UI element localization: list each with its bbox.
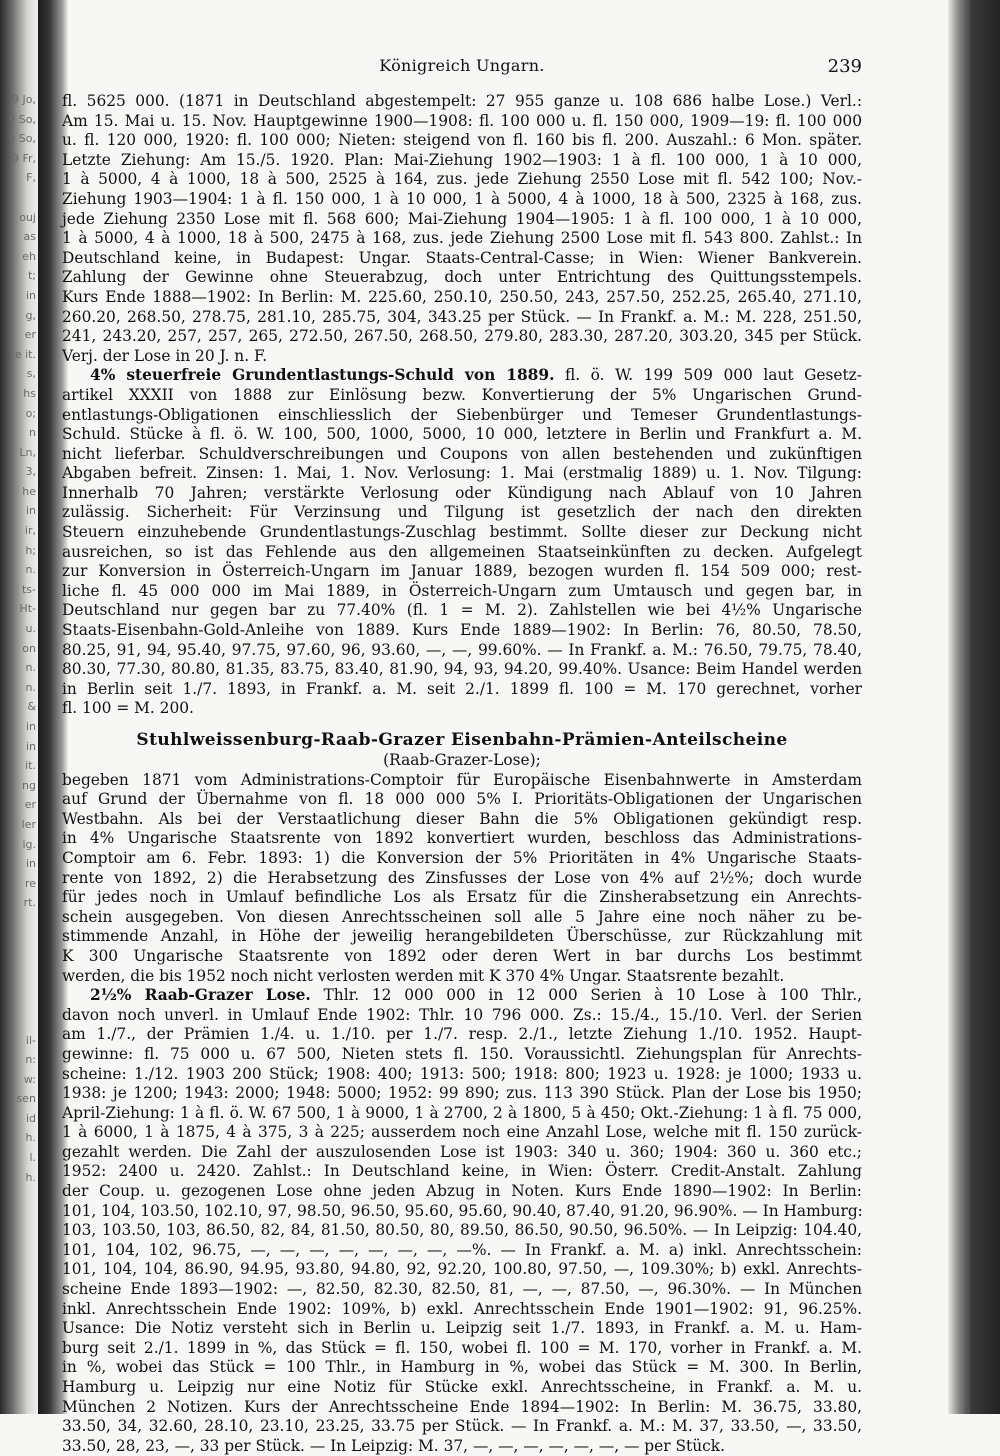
margin-fragment: in bbox=[25, 857, 36, 871]
text-line: April-Ziehung: 1 à fl. ö. W. 67 500, 1 à 9000, 1 à 2700, 2 à 1800, 5 à 450; Okt.-Ziehung: 1 à fl. 75 000, bbox=[62, 1103, 862, 1122]
margin-fragment: in bbox=[25, 288, 36, 302]
text-line: begeben 1871 vom Administrations-Comptoir für Europäische Eisenbahnwerte in Amsterdam bbox=[62, 770, 862, 789]
margin-fragment: n bbox=[29, 426, 36, 440]
margin-fragment: ts- bbox=[21, 582, 36, 596]
bond-title: 4% steuerfreie Grundentlastungs-Schuld von 1889. bbox=[90, 366, 555, 385]
margin-fragment: sen bbox=[16, 1092, 36, 1106]
margin-fragment: id bbox=[25, 1111, 36, 1125]
text-line: 1938: je 1200; 1943: 2000; 1948: 5000; 1952: 99 890; zus. 113 390 Stück. Plan der Lose bis 1950; bbox=[62, 1084, 862, 1103]
margin-fragment: ouj bbox=[19, 210, 36, 224]
text-line: Ziehung 1903—1904: 1 à fl. 150 000, 1 à 10 000, 1 à 5000, 4 à 1000, 18 à 500, 2325 à 168, zus. bbox=[62, 189, 862, 208]
margin-fragment bbox=[0, 1226, 38, 1246]
text-line: gezahlt werden. Die Zahl der auszulosenden Lose ist 1903: 340 u. 360; 1904: 360 u. 360 etc.; bbox=[62, 1142, 862, 1161]
margin-fragment: ig. bbox=[22, 837, 36, 851]
text-line: Westbahn. Als bei der Verstaatlichung dieser Bahn die 5% Obligationen gekündigt resp. bbox=[62, 809, 862, 828]
margin-fragment: ir, bbox=[24, 524, 36, 538]
text-line: Steuern einzuhebende Grundentlastungs-Zuschlag bestimmt. Sollte dieser zur Deckung nicht bbox=[62, 523, 862, 542]
margin-fragment bbox=[0, 1207, 38, 1227]
margin-fragment: il- bbox=[25, 1033, 36, 1047]
margin-fragment: ler bbox=[21, 817, 36, 831]
text-line: fl. 5625 000. (1871 in Deutschland abgestempelt: 27 955 ganze u. 108 686 halbe Lose.) Verl.: bbox=[62, 92, 862, 110]
text-line: in Berlin seit 1./7. 1893, in Frankf. a. M. seit 2./1. 1899 fl. 100 = M. 170 gerechnet, vorher bbox=[62, 679, 862, 698]
text-line: in %, wobei das Stück = 100 Thlr., in Hamburg in %, wobei das Stück = M. 300. In Berlin, bbox=[62, 1358, 862, 1377]
text-line: 1952: 2400 u. 2420. Zahlst.: In Deutschland keine, in Wien: Österr. Credit-Anstalt. Zahlung bbox=[62, 1162, 862, 1181]
margin-fragment bbox=[0, 1246, 38, 1266]
margin-fragment: g, bbox=[25, 308, 36, 322]
page-header bbox=[62, 56, 862, 82]
margin-fragment: as bbox=[23, 230, 36, 244]
text-line: Kurs Ende 1888—1902: In Berlin: M. 225.60, 250.10, 250.50, 243, 257.50, 252.25, 265.40, 271.10, bbox=[62, 287, 862, 306]
margin-fragment bbox=[0, 188, 38, 208]
text-line: Deutschland nur gegen bar zu 77.40% (fl. 1 = M. 2). Zahlstellen wie bei 4½% Ungarische bbox=[62, 601, 862, 620]
text-line: ausreichen, so ist das Fehlende aus den allgemeinen Staatseinkünften zu decken. Aufgelegt bbox=[62, 542, 862, 561]
text-line: 33.50, 28, 23, —, 33 per Stück. — In Leipzig: M. 37, —, —, —, —, —, —, — per Stück. bbox=[62, 1436, 725, 1455]
text-line: 80.30, 77.30, 80.80, 81.35, 83.75, 83.40, 81.90, 94, 93, 94.20, 99.40%. Usance: Beim Handel werden bbox=[62, 660, 862, 679]
left-margin-bleed-fragments bbox=[0, 90, 38, 1290]
text-line: am 1./7., der Prämien 1./4. u. 1./10. per 1./7. resp. 2./1., letzte Ziehung 1./10. 1952. Haupt- bbox=[62, 1025, 862, 1044]
margin-fragment: 9 Jo, bbox=[12, 93, 36, 106]
margin-fragment: er bbox=[24, 798, 36, 812]
text-line: 260.20, 268.50, 278.75, 281.10, 285.75, 304, 343.25 per Stück. — In Frankf. a. M.: M. 228, 251.50, bbox=[62, 307, 862, 326]
text-line: 103, 103.50, 103, 86.50, 82, 84, 81.50, 80.50, 80, 89.50, 86.50, 90.50, 96.50%. — In Leipzig: 104.40, bbox=[62, 1221, 862, 1240]
margin-fragment: n. bbox=[25, 563, 36, 577]
text-line: 80.25, 91, 94, 95.40, 97.75, 97.60, 96, 93.60, —, —, 99.60%. — In Frankf. a. M.: 76.50, 79.75, 78.40, bbox=[62, 640, 862, 659]
paragraph-raab-grazer-lose bbox=[62, 986, 862, 1456]
text-line: artikel XXXII von 1888 zur Einlösung bezw. Konvertierung der 5% Ungarischen Grund- bbox=[62, 385, 862, 404]
text-line: gewinne: fl. 75 000 u. 67 500, Nieten stets fl. 150. Voraussichtl. Ziehungsplan für Anrechts- bbox=[62, 1044, 862, 1063]
margin-fragment: 9 So, bbox=[8, 112, 36, 126]
text-line: Deutschland keine, in Budapest: Ungar. Staats-Central-Casse; in Wien: Wiener Bankverein. bbox=[62, 248, 862, 267]
text-line: zulässig. Sicherheit: Für Verzinsung und Tilgung ist gesetzlich der nach den direkten bbox=[62, 503, 862, 522]
text-line: zur Konversion in Österreich-Ungarn im Januar 1889, bezogen wurden fl. 154 509 000; rest- bbox=[62, 562, 862, 581]
text-line: Comptoir am 6. Febr. 1893: 1) die Konversion der 5% Prioritäten in 4% Ungarische Staats- bbox=[62, 848, 862, 867]
margin-fragment bbox=[0, 933, 38, 953]
text-line: Hamburg u. Leipzig nur eine Notiz für Stücke exkl. Anrechtsscheine, in Frankf. a. M. u. bbox=[62, 1378, 862, 1396]
text-run: fl. ö. W. 199 509 000 laut Gesetz- bbox=[565, 366, 862, 385]
text-line: rente von 1892, 2) die Herabsetzung des Zinsfusses der Lose von 4% auf 2½%; doch wurde bbox=[62, 868, 862, 887]
text-line: fl. 100 = M. 200. bbox=[62, 699, 194, 718]
book-page bbox=[62, 52, 863, 1455]
bond-title: 2½% Raab-Grazer Lose. bbox=[90, 986, 311, 1005]
text-line: 1 à 6000, 1 à 1875, 4 à 375, 3 à 225; ausserdem noch eine Anzahl Lose, welche mit fl. 150 zurück- bbox=[62, 1123, 862, 1142]
text-run: Thlr. 12 000 000 in 12 000 Serien à 10 Lose à 100 Thlr., bbox=[323, 986, 862, 1005]
page-body bbox=[62, 92, 862, 1456]
margin-fragment bbox=[0, 1285, 38, 1290]
margin-fragment: 3, bbox=[25, 465, 36, 479]
margin-fragment: e it. bbox=[14, 347, 36, 361]
margin-fragment: he bbox=[22, 484, 36, 498]
text-line: Am 15. Mai u. 15. Nov. Hauptgewinne 1900—1908: fl. 100 000 u. fl. 150 000, 1909—19: fl. 100 000 bbox=[62, 111, 862, 130]
text-line: Innerhalb 70 Jahren; verstärkte Verlosung oder Kündigung nach Ablauf von 10 Jahren bbox=[62, 483, 862, 502]
margin-fragment: rt. bbox=[23, 896, 36, 910]
text-line: liche fl. 45 000 000 im Mai 1889, in Österreich-Ungarn zum Umtausch und gegen bar, in bbox=[62, 581, 862, 600]
margin-fragment: o; bbox=[25, 406, 36, 420]
margin-fragment: 9 So, bbox=[8, 132, 36, 146]
margin-fragment: Ln, bbox=[19, 445, 36, 459]
text-line: davon noch unverl. in Umlauf Ende 1902: Thlr. 10 796 000. Zs.: 15./4., 15./10. Verl. der Serien bbox=[62, 1005, 862, 1024]
section-subtitle: (Raab-Grazer-Lose); bbox=[383, 751, 541, 769]
text-line: Abgaben befreit. Zinsen: 1. Mai, 1. Nov. Verlosung: 1. Mai (erstmalig 1889) u. 1. Nov. Tilgung: bbox=[62, 464, 862, 483]
margin-fragment: n: bbox=[25, 1053, 36, 1067]
text-line: jede Ziehung 2350 Lose mit fl. 568 600; Mai-Ziehung 1904—1905: 1 à fl. 100 000, 1 à 10 000, bbox=[62, 209, 862, 228]
margin-fragment bbox=[0, 972, 38, 992]
text-line: 101, 104, 102, 96.75, —, —, —, —, —, —, —, —%. — In Frankf. a. M. a) inkl. Anrechtsschein: bbox=[62, 1240, 862, 1259]
text-line: Usance: Die Notiz versteht sich in Berlin u. Leipzig seit 1./7. 1893, in Frankf. a. M. u. Ham- bbox=[62, 1319, 862, 1338]
text-line: 1 à 5000, 4 à 1000, 18 à 500, 2525 à 164, zus. jede Ziehung 2550 Lose mit fl. 542 100; Nov.- bbox=[62, 170, 862, 189]
text-line: stimmende Anzahl, in Höhe der jeweilig herangebildeten Überschüsse, zur Rückzahlung mit bbox=[62, 927, 862, 946]
margin-fragment: l. bbox=[29, 1151, 36, 1165]
text-line: 241, 243.20, 257, 257, 265, 272.50, 267.50, 268.50, 279.80, 283.30, 287.20, 303.20, 345 per Stück. bbox=[62, 327, 862, 346]
margin-fragment: h. bbox=[25, 1170, 36, 1184]
text-line: Schuld. Stücke à fl. ö. W. 100, 500, 1000, 5000, 10 000, letztere in Berlin und Frankfurt a. M. bbox=[62, 425, 862, 444]
margin-fragment bbox=[0, 1187, 38, 1207]
margin-fragment: F, bbox=[26, 171, 36, 185]
margin-fragment: w: bbox=[23, 1072, 36, 1086]
margin-fragment bbox=[0, 952, 38, 972]
paragraph-grundentlastungs-schuld-1889 bbox=[62, 366, 862, 719]
text-line: K 300 Ungarische Staatsrente von 1892 oder deren Wert in bar durchs Los bestimmt bbox=[62, 946, 862, 965]
text-line: 1 à 5000, 4 à 1000, 18 à 500, 2475 à 168, zus. jede Ziehung 2500 Lose mit fl. 543 800. Zahlst.: In bbox=[62, 229, 862, 248]
margin-fragment: n. bbox=[25, 680, 36, 694]
text-line: in 4% Ungarische Staatsrente von 1892 konvertiert wurden, beschloss das Administrations- bbox=[62, 829, 862, 848]
margin-fragment: u. bbox=[25, 622, 36, 636]
text-line: 101, 104, 104, 86.90, 94.95, 93.80, 94.80, 92, 92.20, 100.80, 97.50, —, 109.30%; b) exkl. Anrechts- bbox=[62, 1260, 862, 1279]
text-line: u. fl. 120 000, 1920: fl. 100 000; Nieten: steigend von fl. 160 bis fl. 200. Auszahl.: 6 Mon. später. bbox=[62, 131, 862, 150]
text-line: München 2 Notizen. Kurs der Anrechtsscheine Ende 1894—1902: In Berlin: M. 36.75, 33.80, bbox=[62, 1397, 862, 1416]
text-line: burg seit 2./1. 1899 in %, das Stück = fl. 150, wobei fl. 100 = M. 170, vorher in Frankf. a. M. bbox=[62, 1338, 862, 1357]
text-line bbox=[62, 366, 862, 386]
text-line: schein ausgegeben. Von diesen Anrechtsscheinen soll alle 5 Jahre eine noch näher zu be- bbox=[62, 907, 862, 926]
text-line: entlastungs-Obligationen einschliesslich der Siebenbürger und Temeser Grundentlastungs- bbox=[62, 405, 862, 424]
margin-fragment: er bbox=[24, 328, 36, 342]
running-head: Königreich Ungarn. bbox=[379, 56, 545, 75]
text-line: nicht lieferbar. Schuldverschreibungen und Coupons von allen bestehenden und zukünftigen bbox=[62, 444, 862, 463]
text-line: 33.50, 34, 32.60, 28.10, 23.10, 23.25, 33.75 per Stück. — In Frankf. a. M.: M. 37, 33.50, —, 33.50, bbox=[62, 1417, 862, 1436]
margin-fragment bbox=[0, 991, 38, 1011]
right-page-edge bbox=[948, 0, 1000, 1414]
text-line: scheine: 1./12. 1903 200 Stück; 1908: 400; 1913: 500; 1918: 800; 1923 u. 1928: je 1000; 1933 u. bbox=[62, 1064, 862, 1083]
paragraph-raab-grazer-history bbox=[62, 771, 862, 987]
margin-fragment: n. bbox=[25, 661, 36, 675]
paragraph-lottery-bonds-1871 bbox=[62, 92, 862, 366]
margin-fragment bbox=[0, 1266, 38, 1286]
text-line: Zahlung der Gewinne ohne Steuerabzug, doch unter Entrichtung des Quittungsstempels. bbox=[62, 268, 862, 287]
margin-fragment: in bbox=[25, 739, 36, 753]
margin-fragment: it. bbox=[25, 759, 36, 773]
margin-fragment: h; bbox=[25, 543, 36, 557]
page-number: 239 bbox=[827, 56, 862, 77]
text-line: Staats-Eisenbahn-Gold-Anleihe von 1889. Kurs Ende 1889—1902: In Berlin: 76, 80.50, 78.50, bbox=[62, 621, 862, 640]
text-line: für jedes noch in Umlauf befindliche Los als Ersatz für die Zinsherabsetzung ein Anrechts- bbox=[62, 888, 862, 907]
text-line: Verj. der Lose in 20 J. n. F. bbox=[62, 346, 268, 365]
margin-fragment bbox=[0, 913, 38, 933]
text-line: inkl. Anrechtsschein Ende 1902: 109%, b) exkl. Anrechtsschein Ende 1901—1902: 91, 96.25%. bbox=[62, 1299, 862, 1318]
margin-fragment: in bbox=[25, 504, 36, 518]
margin-fragment: & bbox=[27, 700, 36, 714]
text-line: auf Grund der Übernahme von fl. 18 000 000 5% I. Prioritäts-Obligationen der Ungarischen bbox=[62, 790, 862, 809]
margin-fragment: Ht- bbox=[19, 602, 36, 616]
text-line: scheine Ende 1893—1902: —, 82.50, 82.30, 82.50, 81, —, —, 87.50, —, 96.30%. — In München bbox=[62, 1280, 862, 1299]
text-line: werden, die bis 1952 noch nicht verlosten werden mit K 370 4% Ungar. Staatsrente bezahlt. bbox=[62, 966, 785, 985]
text-line: Letzte Ziehung: Am 15./5. 1920. Plan: Mai-Ziehung 1902—1903: 1 à fl. 100 000, 1 à 10 000, bbox=[62, 150, 862, 169]
margin-fragment: in bbox=[25, 720, 36, 733]
margin-fragment: s, bbox=[26, 367, 36, 381]
text-line: der Coup. u. gezogenen Lose ohne jeden Abzug in Noten. Kurs Ende 1890—1902: In Berlin: bbox=[62, 1182, 862, 1201]
margin-fragment: 9 Fr, bbox=[11, 151, 36, 165]
margin-fragment: re bbox=[24, 876, 36, 890]
margin-fragment: h. bbox=[25, 1131, 36, 1145]
margin-fragment: hs bbox=[23, 386, 36, 400]
text-line bbox=[62, 986, 862, 1006]
section-title: Stuhlweissenburg-Raab-Grazer Eisenbahn-Prämien-Anteilscheine bbox=[136, 730, 788, 750]
margin-fragment: eh bbox=[22, 249, 36, 263]
margin-fragment: ng bbox=[22, 778, 36, 792]
margin-fragment: on bbox=[22, 641, 36, 655]
text-line: 101, 104, 103.50, 102.10, 97, 98.50, 96.50, 95.60, 95.60, 90.40, 87.40, 91.20, 96.90%. — In Hamburg: bbox=[62, 1201, 863, 1220]
margin-fragment: t; bbox=[27, 269, 36, 283]
margin-fragment bbox=[0, 1011, 38, 1031]
